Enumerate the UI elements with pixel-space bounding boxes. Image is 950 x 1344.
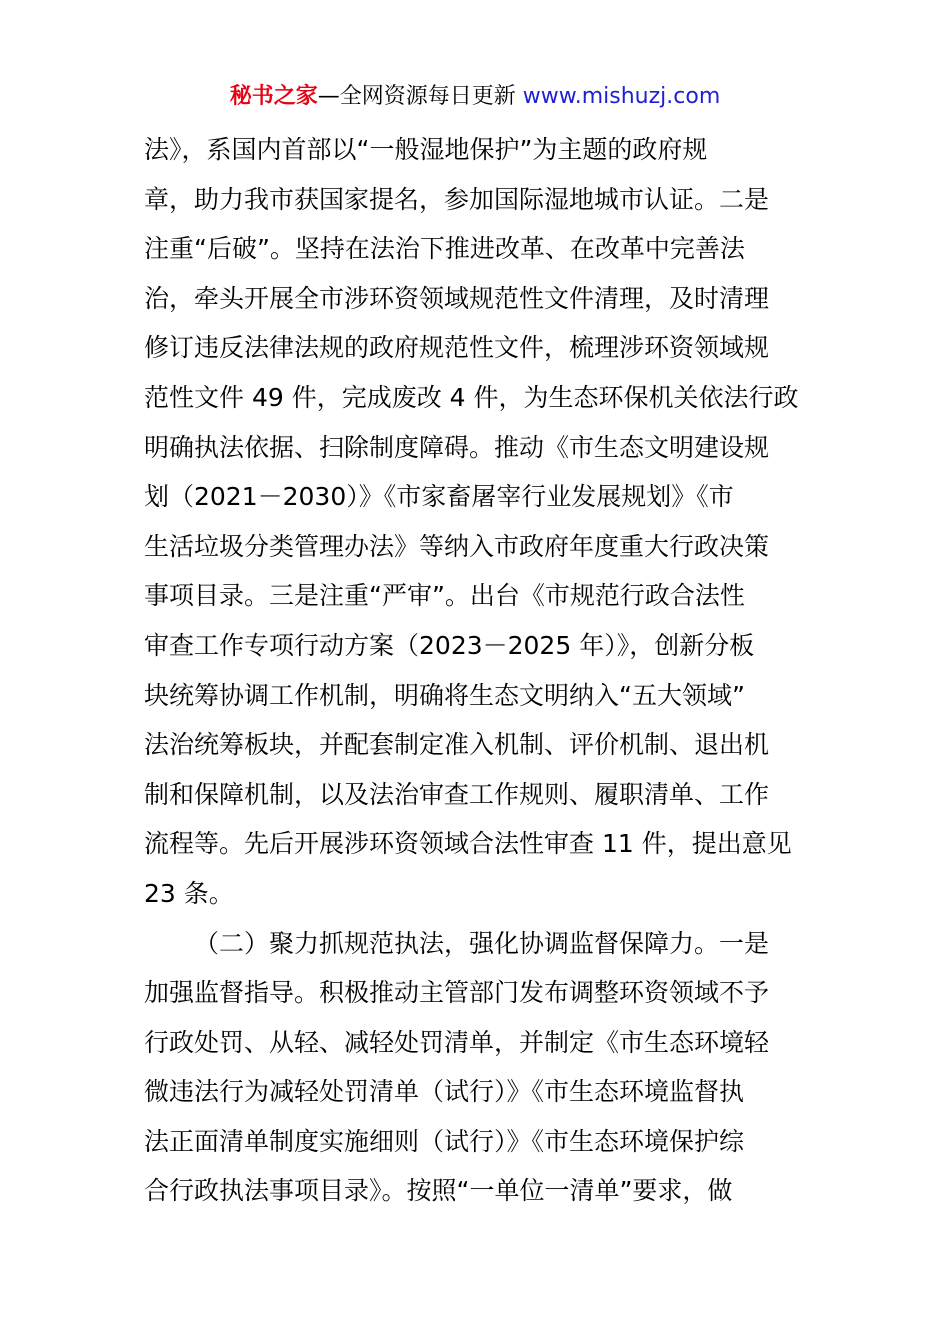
text-line: 微违法行为减轻处罚清单（试行）》《市生态环境监督执 xyxy=(144,1077,745,1107)
text-line: 事项目录。三是注重“严审”。出台《市规范行政合法性 xyxy=(144,581,745,611)
site-brand: 秘书之家 xyxy=(229,84,318,109)
text-line: 制和保障机制，以及法治审查工作规则、履职清单、工作 xyxy=(144,779,770,809)
text-line: 法》，系国内首部以“一般湿地保护”为主题的政府规 xyxy=(144,135,708,164)
section-heading-line: （二）聚力抓规范执法，强化协调监督保障力。一是 xyxy=(194,928,770,958)
text-line: 明确执法依据、扫除制度障碍。推动《市生态文明建设规 xyxy=(144,432,770,462)
text-line: 划（2021－2030）》《市家畜屠宰行业发展规划》《市 xyxy=(144,482,734,512)
text-line: 合行政执法事项目录》。按照“一单位一清单”要求，做 xyxy=(144,1176,733,1206)
text-line: 法正面清单制度实施细则（试行）》《市生态环境保护综 xyxy=(144,1126,745,1156)
site-tagline: —全网资源每日更新 xyxy=(317,84,516,109)
document-body xyxy=(144,125,812,1216)
text-line: 流程等。先后开展涉环资领域合法性审查 11 件，提出意见 xyxy=(144,829,792,859)
text-line: 块统筹协调工作机制，明确将生态文明纳入“五大领域” xyxy=(144,680,745,710)
site-header xyxy=(0,80,950,114)
text-line: 修订违反法律法规的政府规范性文件，梳理涉环资领域规 xyxy=(144,333,770,363)
text-line: 注重“后破”。坚持在法治下推进改革、在改革中完善法 xyxy=(144,234,745,264)
text-line: 章，助力我市获国家提名，参加国际湿地城市认证。二是 xyxy=(144,184,770,214)
site-url-link[interactable]: www.mishuzj.com xyxy=(522,84,721,109)
text-line: 行政处罚、从轻、减轻处罚清单，并制定《市生态环境轻 xyxy=(144,1027,770,1057)
text-line: 治，牵头开展全市涉环资领域规范性文件清理，及时清理 xyxy=(144,283,770,313)
text-line: 范性文件 49 件，完成废改 4 件，为生态环保机关依法行政 xyxy=(144,382,799,412)
text-line: 法治统筹板块，并配套制定准入机制、评价机制、退出机 xyxy=(144,730,770,760)
text-line: 23 条。 xyxy=(144,878,234,908)
text-line: 审查工作专项行动方案（2023－2025 年）》，创新分板 xyxy=(144,630,755,660)
text-line: 生活垃圾分类管理办法》等纳入市政府年度重大行政决策 xyxy=(144,531,770,561)
text-line: 加强监督指导。积极推动主管部门发布调整环资领域不予 xyxy=(144,978,770,1008)
